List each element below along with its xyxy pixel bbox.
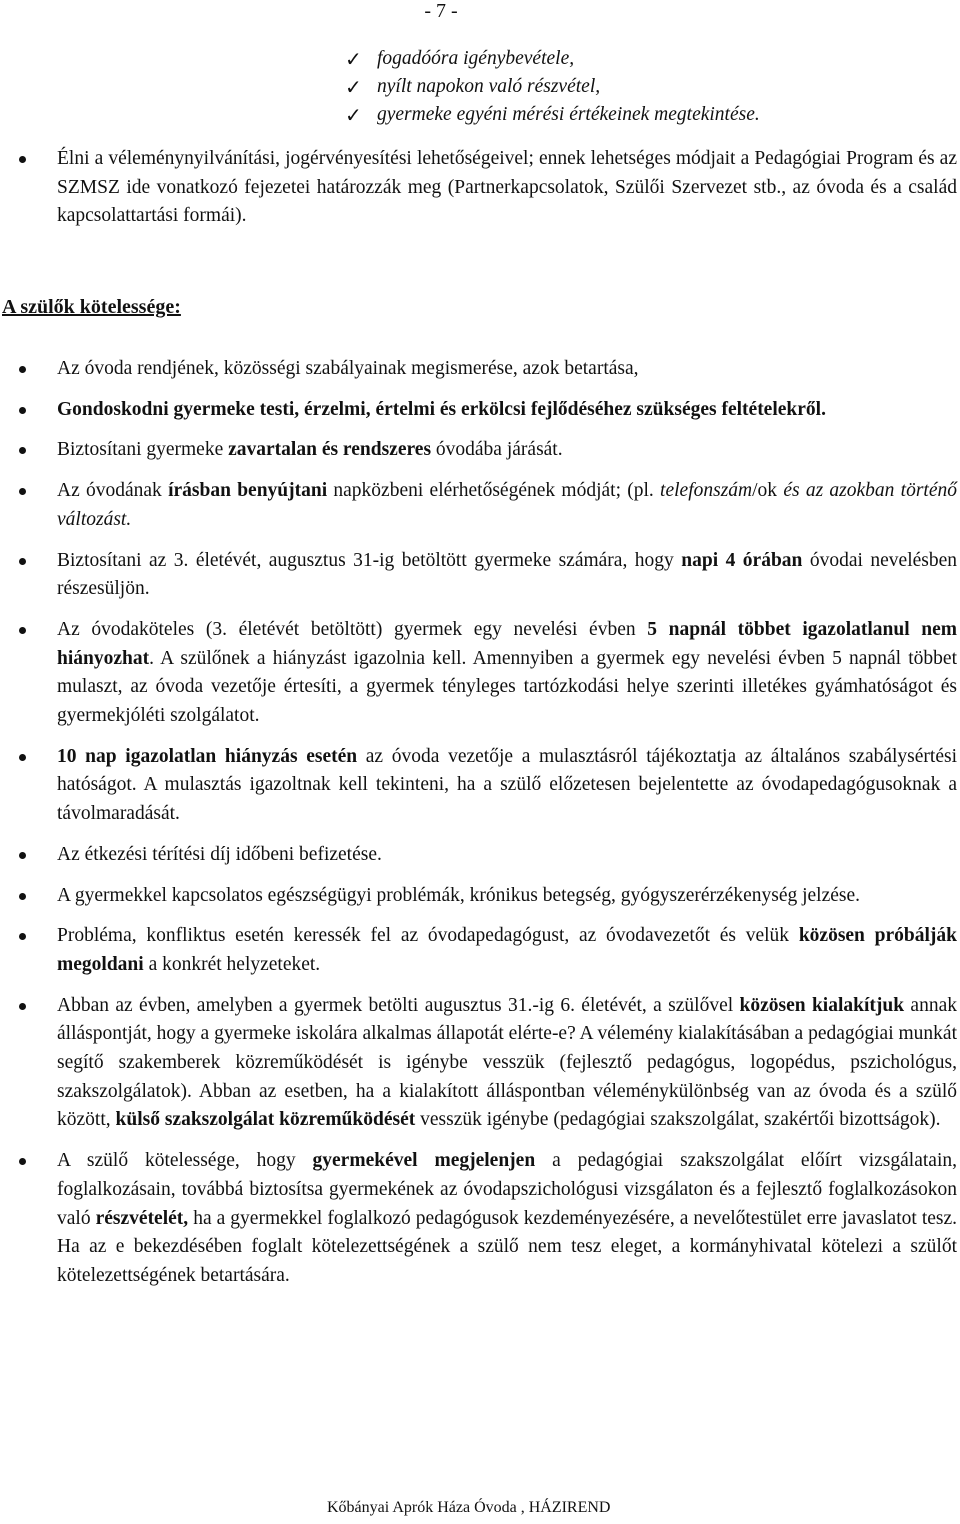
- paragraph-text: 10 nap igazolatlan hiányzás esetén az óvoda vezetője a mulasztásról tájékoztatja az általános szabálysértési hatóságot. A mulasztás igazoltnak kell tekinteni, ha a szülő előzetesen bejelentette az óvodapedagógusoknak a távolmaradását.: [57, 745, 958, 825]
- paragraph-text: Élni a véleménynyilvánítási, jogérvényesítési lehetőségeivel; ennek lehetséges módjait a Pedagógiai Program és az SZMSZ ide vonatkozó fejezetei határozzák meg (Partnerkapcsolatok, Szülői Szervezet stb., az óvoda és a család kapcsolattartási formái).: [57, 148, 957, 227]
- checkmark-icon: ✓: [345, 76, 362, 99]
- paragraph-text: Biztosítani gyermeke zavartalan és rendszeres óvodába járását.: [57, 439, 563, 461]
- bullet-icon: [19, 407, 26, 414]
- section-heading: A szülők kötelessége:: [2, 296, 181, 318]
- list-item: [0, 841, 960, 870]
- checklist: [345, 45, 760, 129]
- list-item: [0, 743, 960, 829]
- list-item-text: nyílt napokon való részvétel,: [377, 76, 601, 97]
- list-item: [345, 45, 760, 73]
- list-item: [0, 477, 960, 534]
- bullet-icon: [19, 852, 26, 859]
- paragraph-text: Az óvodának írásban benyújtani napközbeni elérhetőségének módját; (pl. telefonszám/ok és az azokban történő változást.: [57, 480, 958, 530]
- list-item: [0, 396, 960, 425]
- bullet-icon: [19, 893, 26, 900]
- bullet-icon: [19, 1158, 26, 1165]
- list-item: [345, 73, 760, 101]
- bullet-icon: [19, 366, 26, 373]
- list-item: [0, 1147, 960, 1291]
- paragraph-text: Gondoskodni gyermeke testi, érzelmi, értelmi és erkölcsi fejlődéséhez szükséges feltételekről.: [57, 398, 826, 420]
- page-footer: Kőbányai Aprók Háza Óvoda , HÁZIREND: [327, 1499, 611, 1516]
- paragraph-text: Biztosítani az 3. életévét, augusztus 31-ig betöltött gyermeke számára, hogy napi 4 órában óvodai nevelésben részesüljön.: [57, 549, 958, 600]
- paragraph-text: Probléma, konfliktus esetén keressék fel az óvodapedagógust, az óvodavezetőt és velük közösen próbálják megoldani a konkrét helyzeteket.: [57, 925, 957, 975]
- paragraph-text: Az óvodaköteles (3. életévét betöltött) gyermek egy nevelési évben 5 napnál többet igazolatlanul nem hiányozhat. A szülőnek a hiányzást igazolnia kell. Amennyiben a gyermek egy nevelési évben 5 napnál többet mulaszt, az óvoda vezetője értesíti, a gyermek tényleges tartózkodási helye szerinti illetékes gyámhatóságot és gyermekjóléti szolgálatot.: [57, 618, 957, 727]
- list-item: [0, 992, 960, 1136]
- paragraph-text: Az étkezési térítési díj időbeni befizetése.: [57, 843, 382, 865]
- paragraph-text: Abban az évben, amelyben a gyermek betölti augusztus 31.-ig 6. életévét, a szülővel közösen kialakítjuk annak álláspontját, hogy a gyermeke iskolára alkalmas állapotát elérte-e? A vélemény kialakításában a pedagógiai munkát segítő szakemberek közreműködését is igénybe vesszük (fejlesztő pedagógus, logopédus, pszichológus, szakszolgálatok). Abban az esetben, ha a kialakított álláspontban véleménykülönbség van az óvoda és a szülő között, külső szakszolgálat közreműködését vesszük igénybe (pedagógiai szakszolgálat, szakértői bizottságok).: [57, 994, 957, 1131]
- list-item: [0, 547, 960, 604]
- list-item: [0, 145, 960, 231]
- list-item: [0, 882, 960, 911]
- list-item: [0, 616, 960, 731]
- list-item: [0, 922, 960, 979]
- bullet-icon: [19, 933, 26, 940]
- bullet-icon: [19, 488, 26, 495]
- checkmark-icon: ✓: [345, 48, 362, 71]
- bullet-icon: [19, 627, 26, 634]
- duties-list: [0, 355, 960, 1291]
- intro-list: [0, 145, 960, 231]
- list-item-text: fogadóóra igénybevétele,: [377, 48, 575, 69]
- bullet-icon: [19, 558, 26, 565]
- list-item: [345, 101, 760, 129]
- page-number: - 7 -: [424, 0, 458, 22]
- paragraph-text: A szülő kötelessége, hogy gyermekével megjelenjen a pedagógiai szakszolgálat előírt vizsgálatain, foglalkozásain, továbbá biztosítsa gyermekének az óvodapszichológusi vizsgálaton és a fejlesztő foglalkozásokon való részvételét, ha a gyermekkel foglalkozó pedagógusok kezdeményezésére, a nevelőtestület erre javaslatot tesz. Ha az e bekezdésében foglalt kötelezettségének a szülő nem tesz eleget, a kormányhivatal kötelezi a szülőt kötelezettségének betartására.: [57, 1150, 958, 1286]
- paragraph-text: A gyermekkel kapcsolatos egészségügyi problémák, krónikus betegség, gyógyszerérzékenység jelzése.: [57, 884, 861, 906]
- bullet-icon: [19, 754, 26, 761]
- paragraph-text: Az óvoda rendjének, közösségi szabályainak megismerése, azok betartása,: [57, 358, 639, 379]
- bullet-icon: [19, 156, 26, 163]
- list-item-text: gyermeke egyéni mérési értékeinek megtekintése.: [377, 104, 760, 125]
- bullet-icon: [19, 1003, 26, 1010]
- list-item: [0, 436, 960, 465]
- bullet-icon: [19, 447, 26, 454]
- list-item: [0, 355, 960, 384]
- checkmark-icon: ✓: [345, 104, 362, 127]
